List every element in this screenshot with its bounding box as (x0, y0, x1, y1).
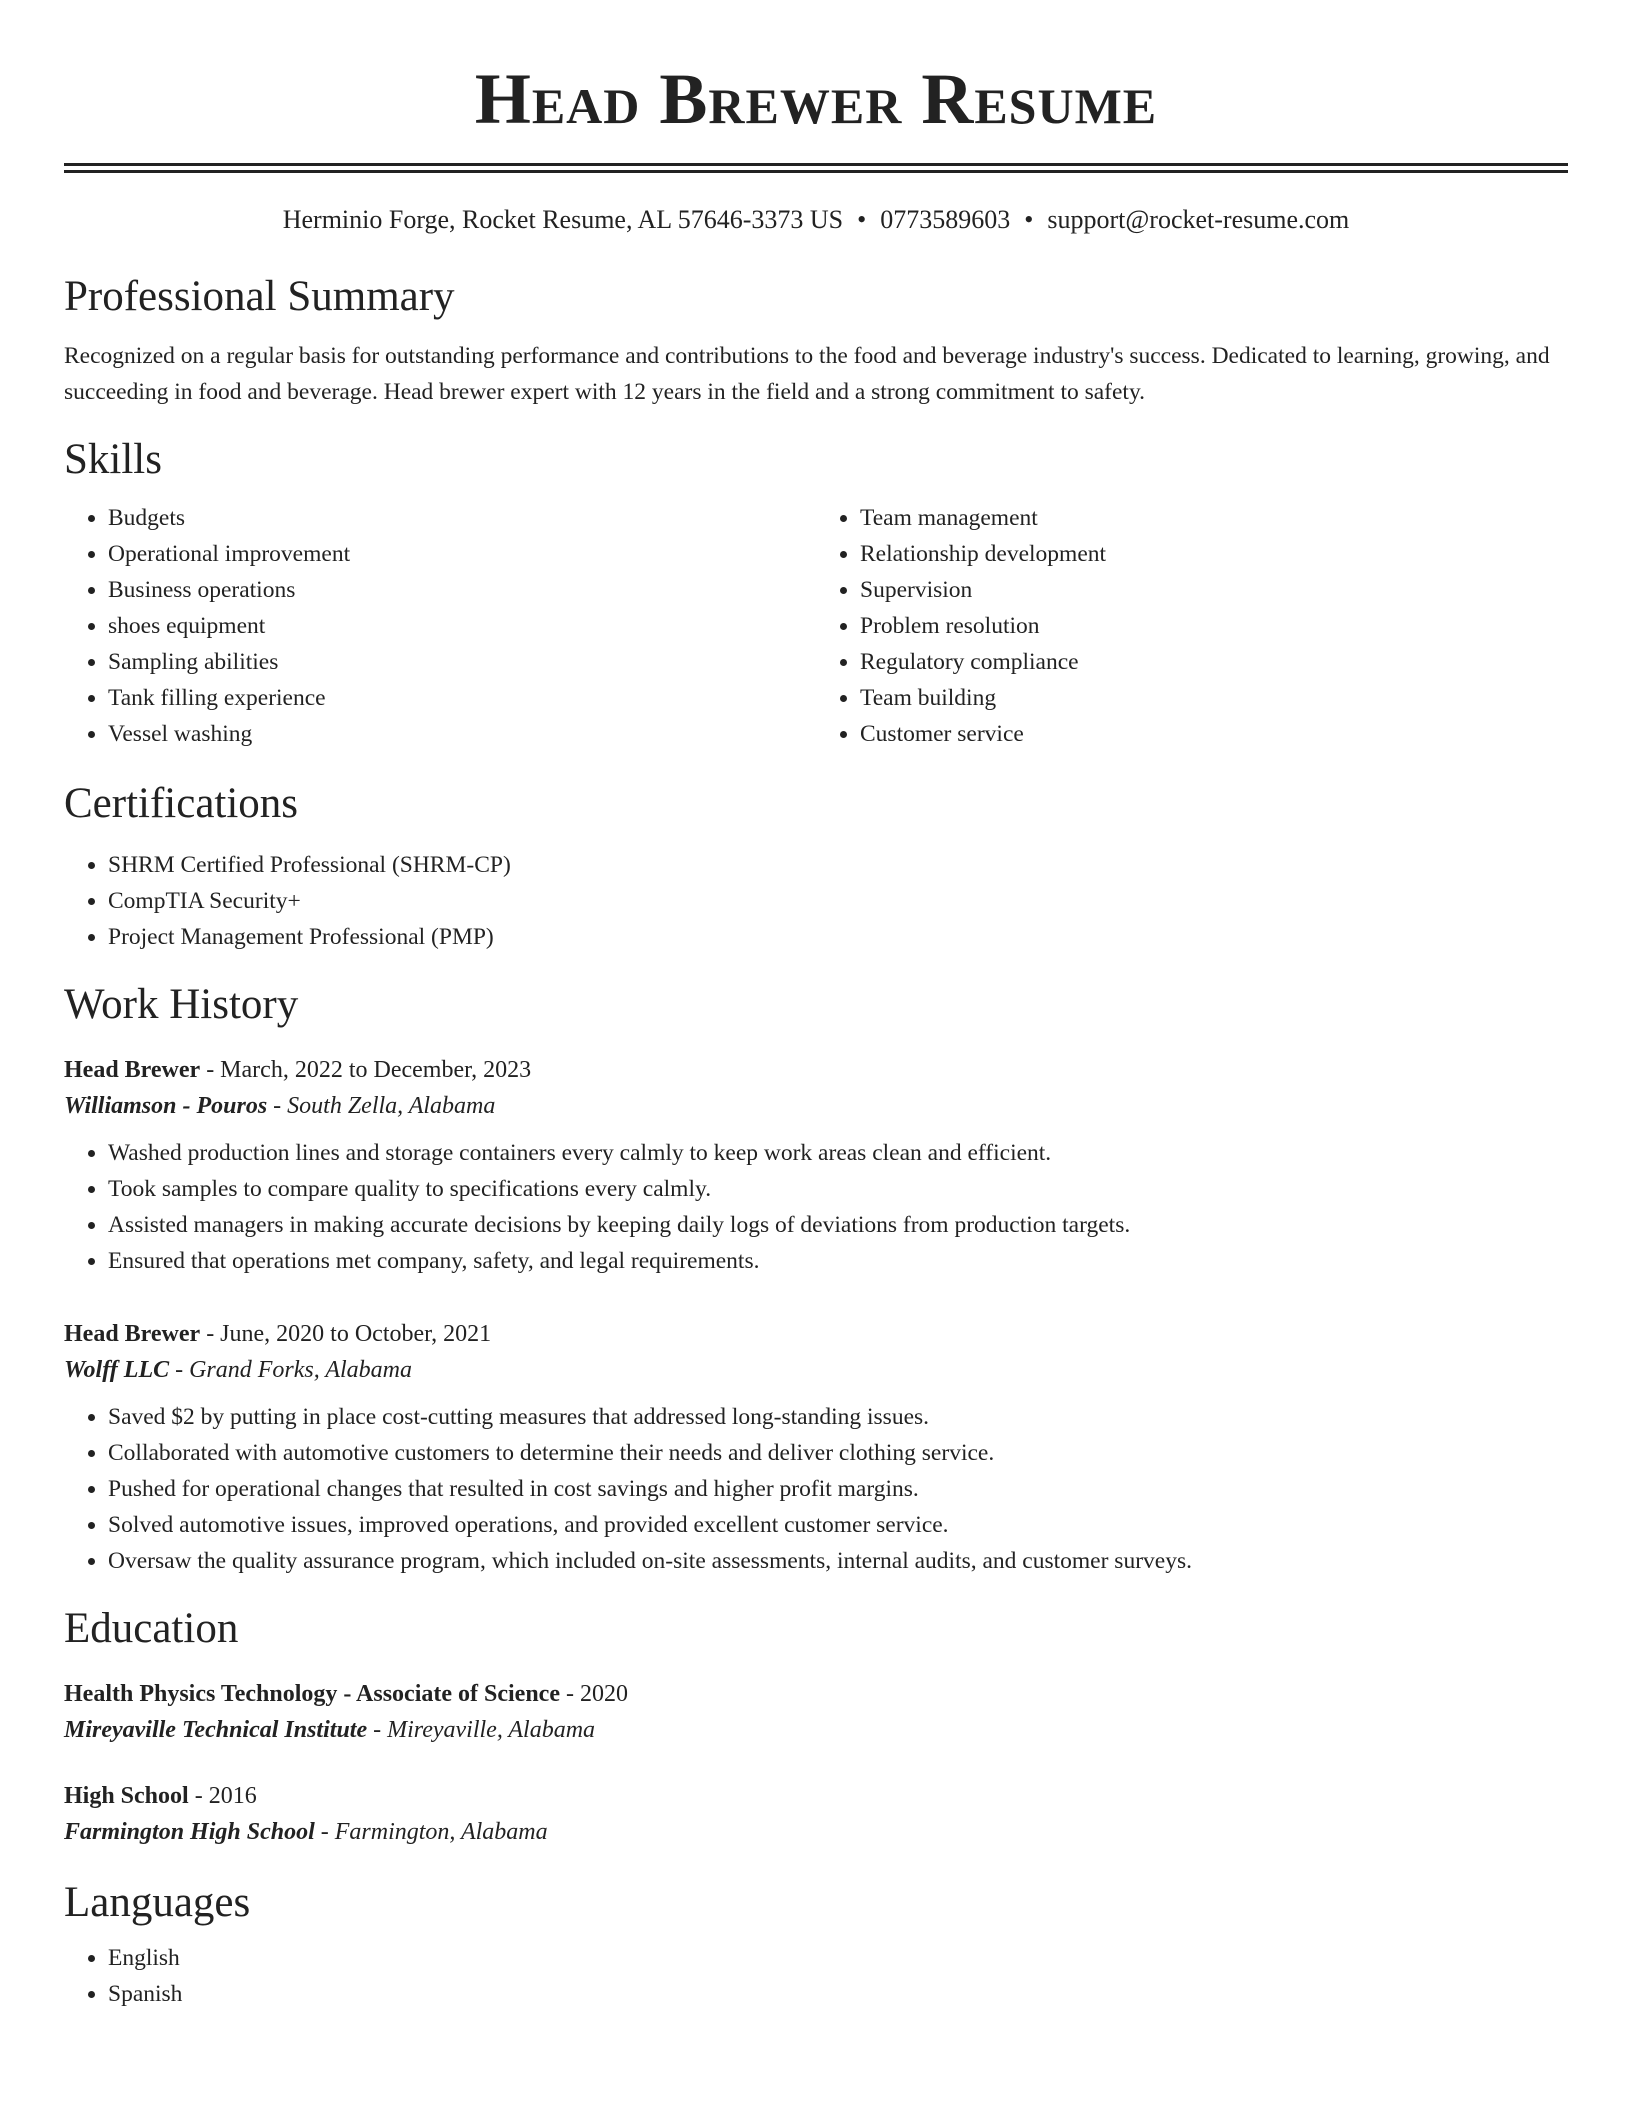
education-school-line (64, 1711, 1568, 1749)
education-location: - Farmington, Alabama (314, 1818, 548, 1845)
job-title-line (64, 1053, 1568, 1087)
job-dates: - March, 2022 to December, 2023 (200, 1056, 532, 1083)
education-degree-line (64, 1677, 1568, 1711)
skills-list-left (64, 500, 816, 752)
job-bullet: • Oversaw the quality assurance program, which included on-site assessments, internal audits, and customer surveys. (108, 1543, 1568, 1579)
skills-list-right (816, 500, 1568, 752)
job-bullet: • Collaborated with automotive customers to determine their needs and deliver clothing service. (108, 1435, 1568, 1471)
skill-item: • shoes equipment (108, 608, 816, 644)
skill-item: • Customer service (860, 716, 1568, 752)
certifications-list (64, 847, 1568, 955)
skill-item: • Relationship development (860, 536, 1568, 572)
job-company-line (64, 1087, 1568, 1125)
skill-item: • Supervision (860, 572, 1568, 608)
certification-item: • CompTIA Security+ (108, 883, 1568, 919)
contact-separator: • (1024, 204, 1034, 234)
contact-address: Herminio Forge, Rocket Resume, AL 57646-3373 US (282, 204, 844, 234)
skill-item: • Problem resolution (860, 608, 1568, 644)
resume-title: Head Brewer Resume (474, 59, 1158, 139)
job-location: - Grand Forks, Alabama (169, 1356, 412, 1383)
education-entry (64, 1779, 1568, 1851)
job-entry (64, 1053, 1568, 1279)
job-dates: - June, 2020 to October, 2021 (200, 1320, 492, 1347)
job-title-line (64, 1317, 1568, 1351)
education-degree: Health Physics Technology - Associate of Science (64, 1680, 560, 1707)
certification-item: • Project Management Professional (PMP) (108, 919, 1568, 955)
skill-item: • Tank filling experience (108, 680, 816, 716)
skill-item: • Team building (860, 680, 1568, 716)
education-year: - 2020 (559, 1680, 628, 1707)
job-bullets (64, 1135, 1568, 1279)
job-company-line (64, 1351, 1568, 1389)
certification-item: • SHRM Certified Professional (SHRM-CP) (108, 847, 1568, 883)
job-bullet: • Saved $2 by putting in place cost-cutting measures that addressed long-standing issues. (108, 1399, 1568, 1435)
skill-item: • Regulatory compliance (860, 644, 1568, 680)
job-title: Head Brewer (64, 1056, 201, 1083)
summary-text: Recognized on a regular basis for outstanding performance and contributions to the food and beverage industry's success. Dedicated to learning, growing, and succeeding in food and beverage. Head brewer expert with 12 years in the field and a strong commitment to safety. (64, 343, 1550, 406)
languages-list (64, 1940, 1568, 2012)
education-degree-line (64, 1779, 1568, 1813)
skills-columns (64, 500, 1568, 752)
job-title: Head Brewer (64, 1320, 201, 1347)
job-company: Wolff LLC (64, 1356, 170, 1383)
job-bullet: • Took samples to compare quality to specifications every calmly. (108, 1171, 1568, 1207)
job-company: Williamson - Pouros (64, 1092, 268, 1119)
contact-separator: • (857, 204, 867, 234)
job-location: - South Zella, Alabama (267, 1092, 496, 1119)
job-bullets (64, 1399, 1568, 1579)
job-bullet: • Washed production lines and storage containers every calmly to keep work areas clean and efficient. (108, 1135, 1568, 1171)
job-bullet: • Ensured that operations met company, safety, and legal requirements. (108, 1243, 1568, 1279)
work-history-heading: Work History (64, 981, 299, 1029)
language-item: • Spanish (108, 1976, 1568, 2012)
skill-item: • Sampling abilities (108, 644, 816, 680)
skill-item: • Operational improvement (108, 536, 816, 572)
contact-email: support@rocket-resume.com (1047, 204, 1350, 234)
skills-heading: Skills (64, 436, 162, 484)
education-entry (64, 1677, 1568, 1749)
skill-item: • Budgets (108, 500, 816, 536)
certifications-heading: Certifications (64, 779, 299, 827)
job-bullet: • Assisted managers in making accurate decisions by keeping daily logs of deviations from production targets. (108, 1207, 1568, 1243)
education-school: Farmington High School (64, 1818, 315, 1845)
education-degree: High School (64, 1782, 189, 1809)
language-item: • English (108, 1940, 1568, 1976)
skill-item: • Vessel washing (108, 716, 816, 752)
education-school-line (64, 1813, 1568, 1851)
job-bullet: • Solved automotive issues, improved operations, and provided excellent customer service. (108, 1507, 1568, 1543)
skill-item: • Team management (860, 500, 1568, 536)
contact-phone: 0773589603 (880, 204, 1011, 234)
summary-heading: Professional Summary (64, 272, 455, 320)
title-double-rule (64, 163, 1568, 173)
education-location: - Mireyaville, Alabama (367, 1716, 596, 1743)
job-entry (64, 1317, 1568, 1579)
skill-item: • Business operations (108, 572, 816, 608)
education-year: - 2016 (188, 1782, 257, 1809)
job-bullet: • Pushed for operational changes that resulted in cost savings and higher profit margins. (108, 1471, 1568, 1507)
contact-line (64, 203, 1568, 237)
languages-heading: Languages (64, 1878, 251, 1926)
education-heading: Education (64, 1604, 239, 1652)
education-school: Mireyaville Technical Institute (64, 1716, 368, 1743)
